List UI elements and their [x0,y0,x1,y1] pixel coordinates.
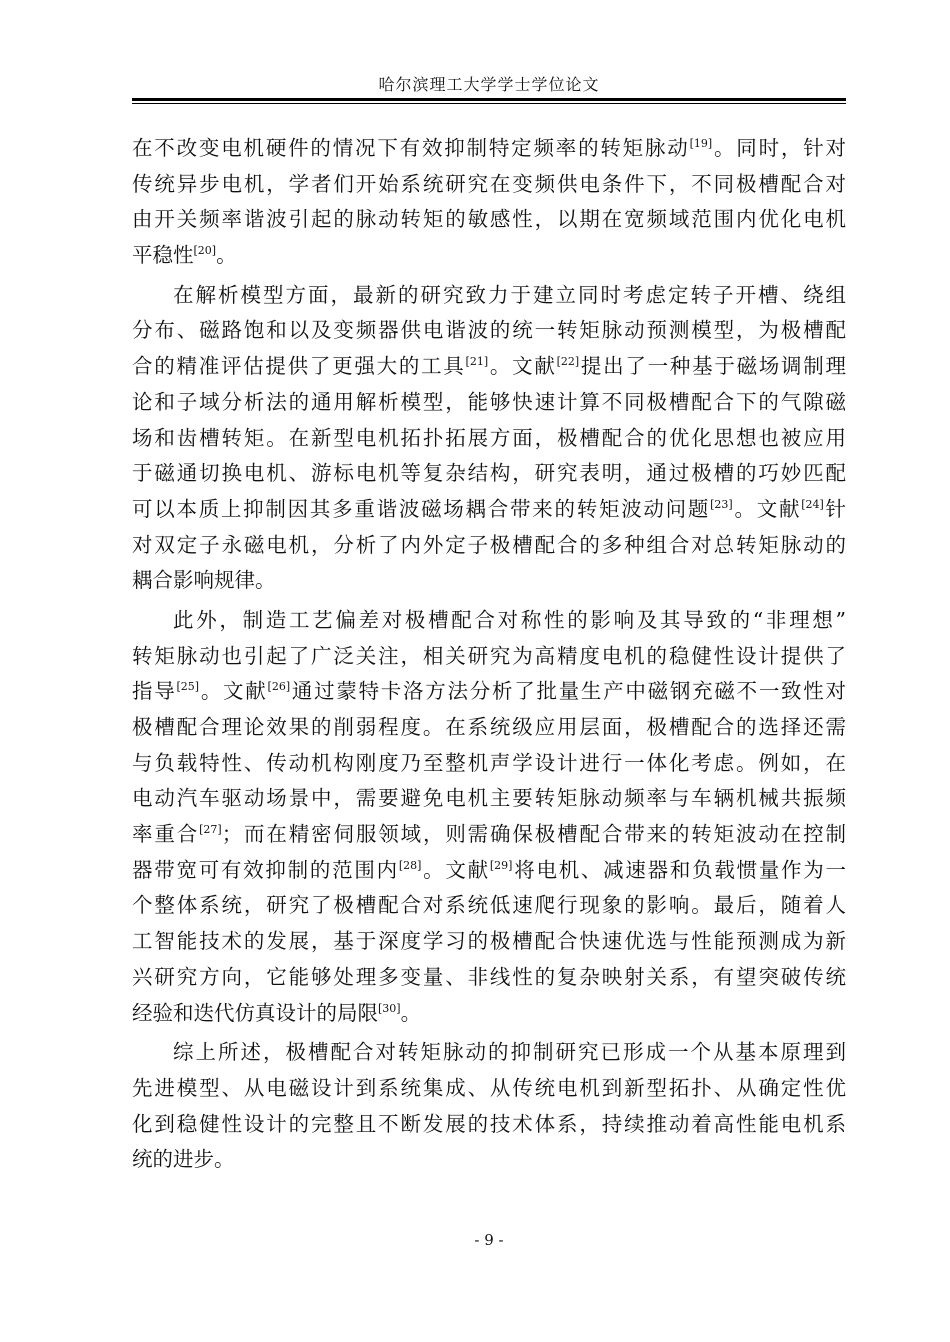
text-line: 传统异步电机，学者们开始系统研究在变频供电条件下，不同极槽配合对 [132,171,846,196]
text-line: 由开关频率谐波引起的脉动转矩的敏感性，以期在宽频域范围内优化电机 [132,207,846,232]
text-line: 转矩脉动也引起了广泛关注，相关研究为高精度电机的稳健性设计提供了 [132,643,846,668]
text-line: 与负载特性、传动机构刚度乃至整机声学设计进行一体化考虑。例如，在 [132,750,846,775]
citation: [26] [267,680,291,694]
text-line: 可以本质上抑制因其多重谐波磁场耦合带来的转矩波动问题[23]。文献[24]针 [132,496,847,521]
header-rule-thick [132,98,846,101]
text-line: 场和齿槽转矩。在新型电机拓扑拓展方面，极槽配合的优化思想也被应用 [132,425,846,450]
page-header-title: 哈尔滨理工大学学士学位论文 [378,75,600,94]
text-line: 工智能技术的发展，基于深度学习的极槽配合快速优选与性能预测成为新 [132,929,846,954]
text-line: 极槽配合理论效果的削弱程度。在系统级应用层面，极槽配合的选择还需 [132,715,846,739]
citation: [29] [489,858,513,872]
citation: [28] [398,858,422,872]
citation: [23] [710,497,733,511]
text-line: 合的精准评估提供了更强大的工具[21]。文献[22]提出了一种基于磁场调制理 [132,354,847,379]
text-line: 兴研究方向，它能够处理多变量、非线性的复杂映射关系，有望突破传统 [132,964,846,989]
text-line: 在解析模型方面，最新的研究致力于建立同时考虑定转子开槽、绕组 [173,282,846,307]
text-line: 耦合影响规律。 [132,568,276,593]
body-text [132,131,846,1178]
citation: [19] [689,137,713,150]
text-line: 器带宽可有效抑制的范围内[28]。文献[29]将电机、减速器和负载惯量作为一 [132,857,847,882]
citation: [25] [176,680,200,694]
text-line: 在不改变电机硬件的情况下有效抑制特定频率的转矩脉动[19]。同时，针对 [132,136,847,160]
citation: [27] [199,823,222,837]
citation: [22] [556,355,580,369]
text-line: 分布、磁路饱和以及变频器供电谐波的统一转矩脉动预测模型，为极槽配 [132,318,846,343]
text-line: 统的进步。 [132,1147,235,1172]
text-line: 此外，制造工艺偏差对极槽配合对称性的影响及其导致的“非理想” [173,607,846,632]
text-line: 平稳性[20]。 [132,243,237,268]
citation: [20] [193,244,217,258]
text-line: 对双定子永磁电机，分析了内外定子极槽配合的多种组合对总转矩脉动的 [132,532,846,557]
citation: [24] [801,497,824,511]
text-line: 指导[25]。文献[26]通过蒙特卡洛方法分析了批量生产中磁钢充磁不一致性对 [132,679,847,704]
text-line: 率重合[27]；而在精密伺服领域，则需确保极槽配合带来的转矩波动在控制 [132,822,847,847]
text-line: 个整体系统，研究了极槽配合对系统低速爬行现象的影响。最后，随着人 [132,893,846,918]
text-line: 先进模型、从电磁设计到系统集成、从传统电机到新型拓扑、从确定性优 [132,1075,846,1100]
header-rule-thin [132,103,846,104]
page-number: - 9 - [474,1231,504,1249]
text-line: 电动汽车驱动场景中，需要避免电机主要转矩脉动频率与车辆机械共振频 [132,786,846,811]
text-line: 经验和迭代仿真设计的局限[30]。 [132,1000,422,1025]
text-line: 综上所述，极槽配合对转矩脉动的抑制研究已形成一个从基本原理到 [173,1040,846,1065]
text-line: 于磁通切换电机、游标电机等复杂结构，研究表明，通过极槽的巧妙匹配 [132,461,846,486]
citation: [21] [465,355,489,369]
text-line: 论和子域分析法的通用解析模型，能够快速计算不同极槽配合下的气隙磁 [132,389,846,414]
text-line: 化到稳健性设计的完整且不断发展的技术体系，持续推动着高性能电机系 [132,1111,846,1136]
citation: [30] [378,1001,401,1015]
